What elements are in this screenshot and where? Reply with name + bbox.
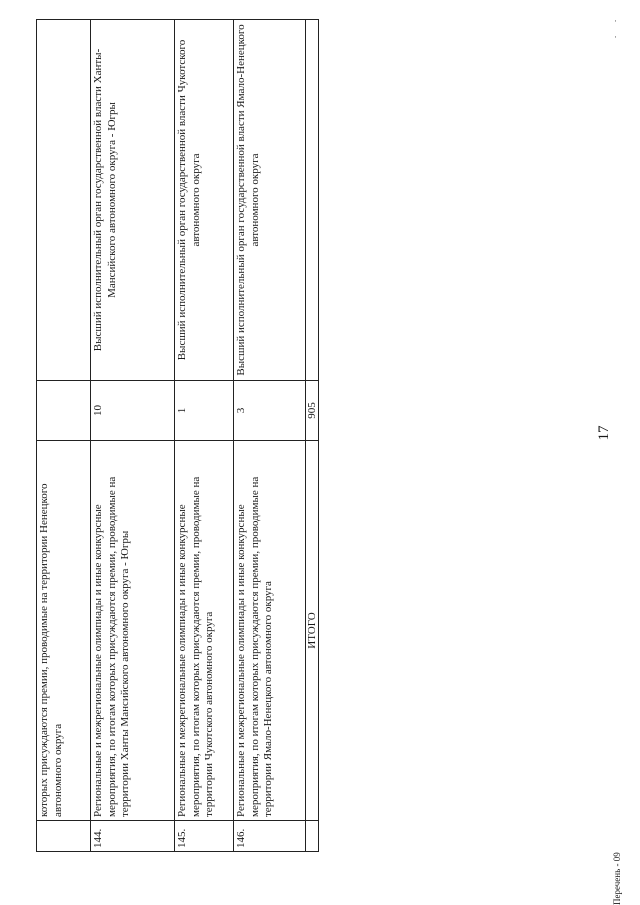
quantity-cell: 10	[91, 381, 175, 441]
event-description-cell: которых присуждаются премии, проводимые на территории Ненецкого автономного округа	[37, 441, 91, 821]
organizer-cell	[37, 20, 91, 381]
row-number-cell: 146.	[234, 821, 306, 852]
olympiad-list-table	[36, 19, 319, 852]
footer-code: Перечень - 09	[612, 852, 622, 905]
quantity-cell: 3	[234, 381, 306, 441]
event-description-cell: Региональные и межрегиональные олимпиады и иные конкурсные мероприятия, по итогам которых присуждаются премии, проводимые на территории Ямало-Ненецкого автономного округа	[234, 441, 306, 821]
table-row	[91, 20, 175, 852]
total-value: 905	[306, 381, 319, 441]
table-row	[37, 20, 91, 852]
event-description-cell: Региональные и межрегиональные олимпиады и иные конкурсные мероприятия, по итогам которых присуждаются премии, проводимые на территории Ханты Мансийского автономного округа - Югры	[91, 441, 175, 821]
empty-cell	[306, 20, 319, 381]
quantity-cell	[37, 381, 91, 441]
scan-speck: ·	[614, 16, 617, 26]
row-number-cell	[37, 821, 91, 852]
page-number: 17	[596, 425, 612, 441]
total-label: ИТОГО	[306, 441, 319, 821]
row-number-cell: 145.	[175, 821, 234, 852]
row-number-cell: 144.	[91, 821, 175, 852]
total-row	[306, 20, 319, 852]
organizer-cell: Высший исполнительный орган государственной власти Ямало-Ненецкого автономного округа	[234, 20, 306, 381]
empty-cell	[306, 821, 319, 852]
organizer-cell: Высший исполнительный орган государственной власти Ханты-Мансийского автономного округа - Югры	[91, 20, 175, 381]
event-description-cell: Региональные и межрегиональные олимпиады и иные конкурсные мероприятия, по итогам которых присуждаются премии, проводимые на территории Чукотского автономного округа	[175, 441, 234, 821]
table-row	[234, 20, 306, 852]
scan-speck: ·	[614, 32, 617, 42]
organizer-cell: Высший исполнительный орган государственной власти Чукотского автономного округа	[175, 20, 234, 381]
quantity-cell: 1	[175, 381, 234, 441]
table-row	[175, 20, 234, 852]
